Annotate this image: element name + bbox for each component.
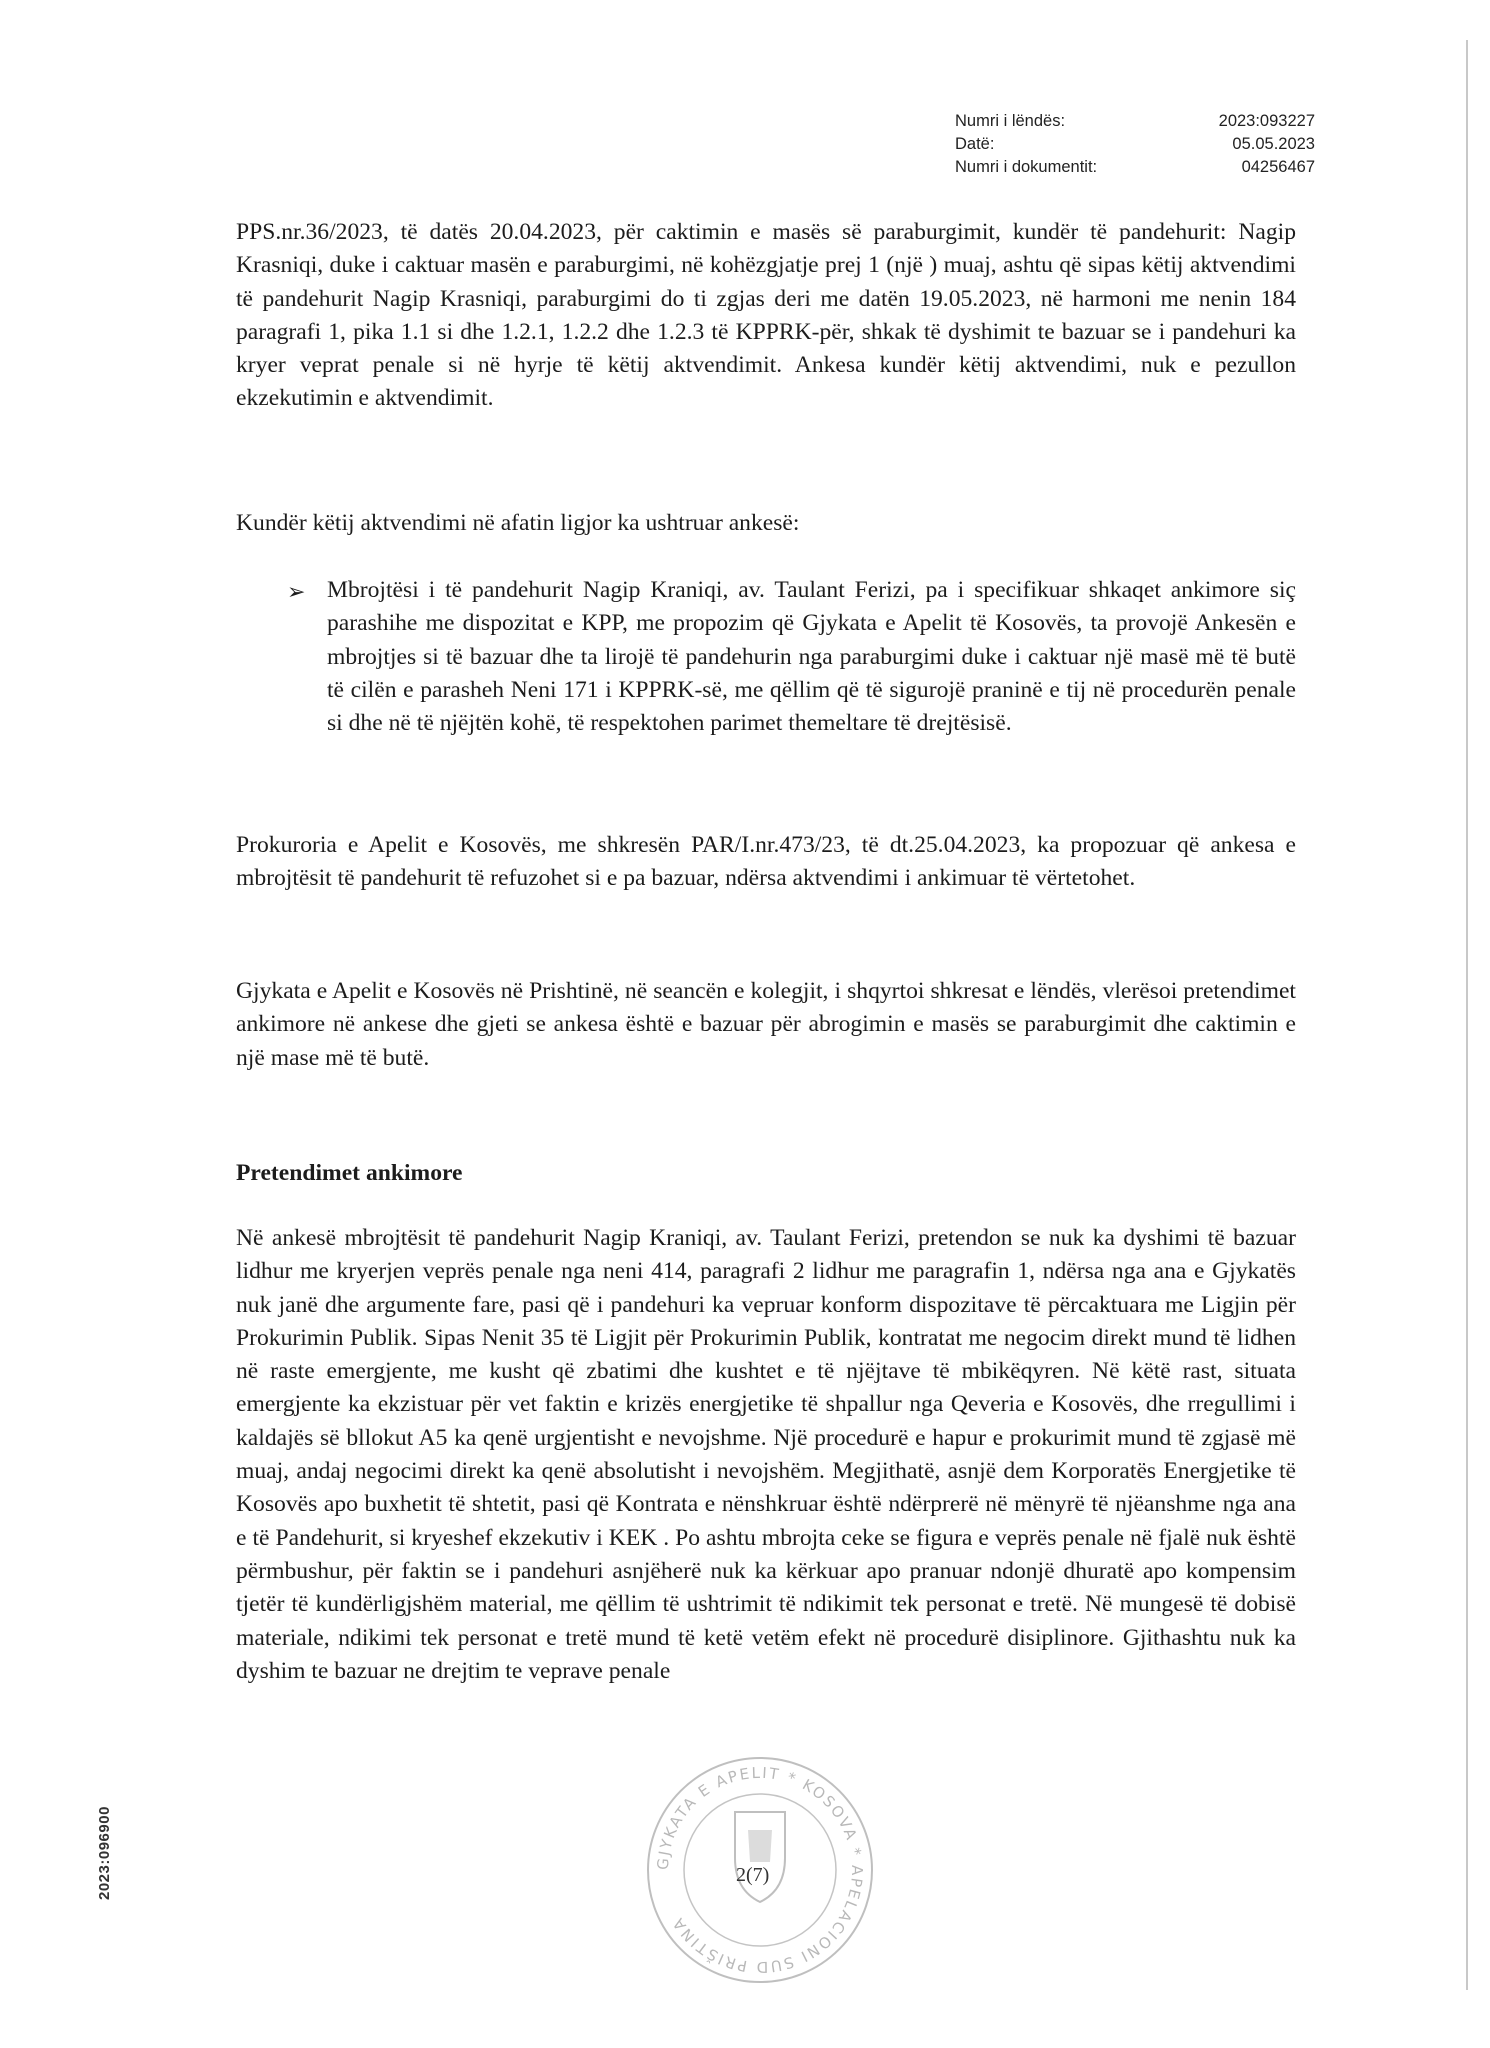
appeal-list-item-text: Mbrojtësi i të pandehurit Nagip Kraniqi, av. Taulant Ferizi, pa i specifikuar shkaqet ankimore siç parashihe me dispozitat e KPP, me propozim që Gjykata e Apelit të Kosovës, ta provojë Ankesën e mbrojtjes si të bazuar dhe ta lirojë të pandehurin nga paraburgimi duke i caktuar një masë më të butë të cilën e parasheh Neni 171 i KPPRK-së, me qëllim që të sigurojë praninë e tij në procedurën penale si dhe në të njëjtën kohë, të respektohen parimet themeltare të drejtësisë.	[327, 577, 1296, 737]
scan-border-line	[1464, 40, 1470, 1990]
section-heading: Pretendimet ankimore	[236, 1160, 463, 1186]
paragraph-prosecution-response: Prokuroria e Apelit e Kosovës, me shkresën PAR/I.nr.473/23, të dt.25.04.2023, ka propozuar që ankesa e mbrojtësit të pandehurit të refuzohet si e pa bazuar, ndërsa aktvendimi i ankimuar të vërtetohet.	[236, 832, 1296, 892]
paragraph-appeal-claims: Në ankesë mbrojtësit të pandehurit Nagip Kraniqi, av. Taulant Ferizi, pretendon se nuk ka dyshimi të bazuar lidhur me kryerjen veprës penale nga neni 414, paragrafi 2 lidhur me paragrafin 1, ndërsa nga ana e Gjykatës nuk janë dhe argumente fare, pasi që i pandehuri ka vepruar konform dispozitave të përcaktuara me Ligjin për Prokurimin Publik. Sipas Nenit 35 të Ligjit për Prokurimin Publik, kontratat me negocim direkt mund të lidhen në raste emergjente, me kusht që zbatimi dhe kushtet e të njëjtave të mbikëqyren. Në këtë rast, situata emergjente ka ekzistuar për vet faktin e krizës energjetike të shpallur nga Qeveria e Kosovës, dhe rregullimi i kaldajës së bllokut A5 ka qenë urgjentisht e nevojshme. Një procedurë e hapur e prokurimit mund të zgjasë më muaj, andaj negocimi direkt ka qenë absolutisht i nevojshëm. Megjithatë, asnjë dem Korporatës Energjetike të Kosovës apo buxhetit të shtetit, pasi që Kontrata e nënshkruar është ndërprerë në mënyrë të njëanshme nga ana e të Pandehurit, si kryeshef ekzekutiv i KEK . Po ashtu mbrojta ceke se figura e veprës penale në fjalë nuk është përmbushur, për faktin se i pandehuri asnjëherë nuk ka kërkuar apo pranuar ndonjë dhuratë apo kompensim tjetër të kundërligjshëm material, me qëllim të ushtrimit të ndikimit tek personat e tretë. Në mungesë të dobisë materiale, ndikimi tek personat e tretë mund të ketë vetëm efekt në procedurë disiplinore. Gjithashtu nuk ka dyshim te bazuar ne drejtim te veprave penale	[236, 1225, 1296, 1684]
appeal-list-item	[287, 574, 1296, 740]
page-number: 2(7)	[736, 1864, 770, 1886]
case-number-label: Numri i lëndës:	[955, 112, 1066, 130]
meta-date	[955, 133, 1315, 156]
paragraph-decision-summary: PPS.nr.36/2023, të datës 20.04.2023, për caktimin e masës së paraburgimit, kundër të pandehurit: Nagip Krasniqi, duke i caktuar masën e paraburgimi, në kohëzgjatje prej 1 (një ) muaj, ashtu që sipas këtij aktvendimi të pandehurit Nagip Krasniqi, paraburgimi do ti zgjas deri me datën 19.05.2023, në harmoni me nenin 184 paragrafi 1, pika 1.1 si dhe 1.2.1, 1.2.2 dhe 1.2.3 të KPPRK-për, shkak të dyshimit te bazuar se i pandehuri ka kryer veprat penale si në hyrje të këtij aktvendimit. Ankesa kundër këtij aktvendimi, nuk e pezullon ekzekutimin e aktvendimit.	[236, 219, 1296, 412]
paragraph-appeal-intro: Kundër këtij aktvendimi në afatin ligjor ka ushtruar ankesë:	[236, 510, 800, 536]
date-value: 05.05.2023	[1232, 135, 1315, 153]
paragraph-court-review: Gjykata e Apelit e Kosovës në Prishtinë, në seancën e kolegjit, i shqyrtoi shkresat e lëndës, vlerësoi pretendimet ankimore në ankese dhe gjeti se ankesa është e bazuar për abrogimin e masës se paraburgimit dhe caktimin e një mase më të butë.	[236, 978, 1296, 1071]
seal-ring-text: GJYKATA E APELIT * KOSOVA * APELACIONI SUD PRIŠTINA	[653, 1763, 867, 1977]
document-number-value: 04256467	[1241, 158, 1315, 176]
document-number-label: Numri i dokumentit:	[955, 158, 1098, 176]
meta-document-number	[955, 156, 1315, 179]
date-label: Datë:	[955, 135, 995, 153]
meta-case-number	[955, 110, 1315, 133]
side-document-id: 2023:096900	[96, 1806, 113, 1900]
arrow-bullet-icon: ➢	[287, 580, 306, 605]
case-number-value: 2023:093227	[1218, 112, 1315, 130]
document-meta	[955, 110, 1315, 179]
